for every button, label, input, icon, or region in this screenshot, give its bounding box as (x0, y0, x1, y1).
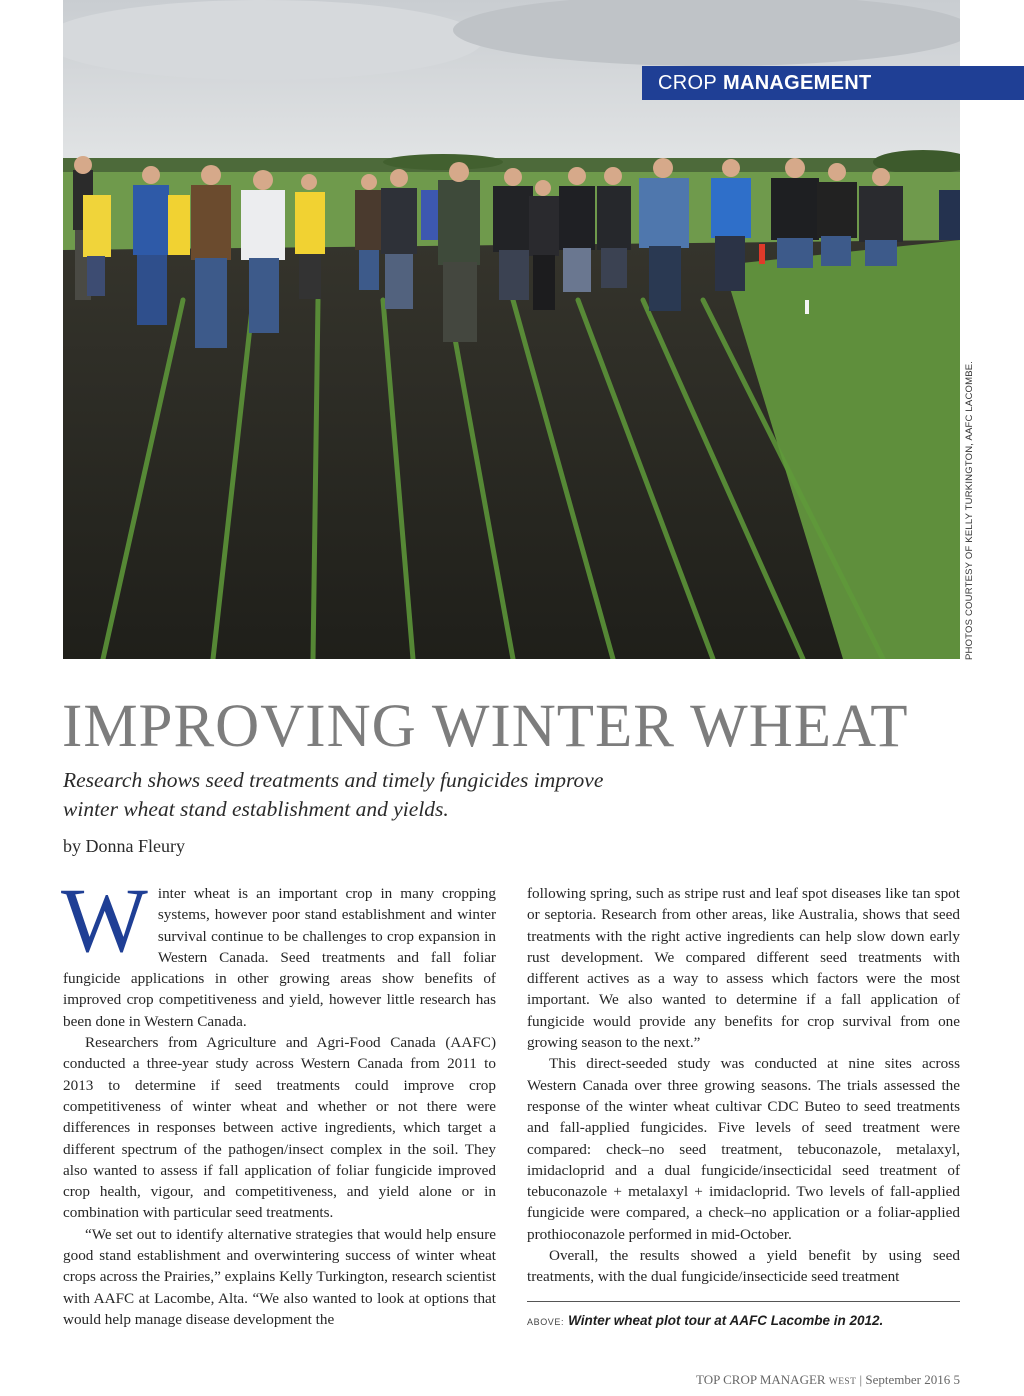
paragraph-text: inter wheat is an important crop in many cropping systems, however poor stand establishment and winter survival continue to be challenges to crop expansion in Western Canada. Seed treatments and fall foliar fungicide applications in other growing areas show benefits of improved crop competitiveness and yield, however little research has been done in Western Canada. (63, 885, 496, 1030)
caption-divider (527, 1301, 960, 1302)
photo-credit: PHOTOS COURTESY OF KELLY TURKINGTON, AAFC LACOMBE. (964, 360, 975, 660)
deck-line-1: Research shows seed treatments and timely fungicides improve (63, 768, 604, 792)
body-paragraph: Overall, the results showed a yield benefit by using seed treatments, with the dual fungicide/insecticide seed treatment (527, 1247, 960, 1286)
caption-label: ABOVE: (527, 1317, 565, 1327)
body-paragraph: “We set out to identify alternative strategies that would help ensure good stand establishment and overwintering success of winter wheat crops across the Prairies,” explains Kelly Turkington, research scientist with AAFC at Lacombe, Alta. “We also wanted to look at options that would help manage disease development the (63, 1225, 496, 1328)
body-column-left (61, 869, 496, 1330)
page-footer (696, 1372, 960, 1388)
drop-cap: W (61, 869, 148, 971)
footer-issue: | September 2016 5 (859, 1372, 960, 1387)
body-paragraph: Researchers from Agriculture and Agri-Food Canada (AAFC) conducted a three-year study across Western Canada from 2011 to 2013 to determine if seed treatments could improve crop competitiveness of winter wheat and whether or not there were differences in responses between active ingredients, which target a different spectrum of the pathogen/insect complex in the soil. They also wanted to assess if fall application of foliar fungicide improved crop health, vigour, and competitiveness, and yield alone or in combination with particular seed treatments. (63, 1034, 496, 1222)
deck-line-2: winter wheat stand establishment and yields. (63, 797, 449, 821)
caption-text: Winter wheat plot tour at AAFC Lacombe in 2012. (568, 1313, 884, 1328)
body-paragraph: This direct-seeded study was conducted at nine sites across Western Canada over three growing seasons. The trials assessed the response of the winter wheat cultivar CDC Buteo to seed treatments and fall-applied fungicides. Five levels of seed treatment were compared: check–no seed treatment, tebuconazole, metalaxyl, imidacloprid and a dual fungicide/insecticidal seed treatment of tebuconazole + metalaxyl + imidacloprid. Two levels of fall-applied fungicide were compared, a check–no application or a foliar-applied prothioconazole performed in mid-October. (527, 1055, 960, 1243)
footer-region: WEST (828, 1377, 857, 1387)
article-headline: IMPROVING WINTER WHEAT (62, 693, 909, 760)
body-paragraph: following spring, such as stripe rust and leaf spot diseases like tan spot or septoria. Research from other areas, like Australia, shows that seed treatments with the right active ingredients can help slow down early rust development. We compared different seed treatments with different actives as a way to assess which factors were the most important. We also wanted to determine if a fall application of fungicide would provide any benefits for crop survival from one growing season to the next.” (527, 885, 960, 1052)
byline: by Donna Fleury (63, 836, 185, 856)
article-deck (63, 766, 703, 824)
photo-caption (527, 1312, 883, 1330)
body-paragraph (61, 869, 496, 1032)
section-label-bold: MANAGEMENT (722, 72, 872, 94)
section-label-light: CROP (658, 72, 717, 94)
footer-publication: TOP CROP MANAGER (696, 1372, 826, 1387)
body-column-right (527, 883, 960, 1288)
section-label (642, 66, 1024, 100)
